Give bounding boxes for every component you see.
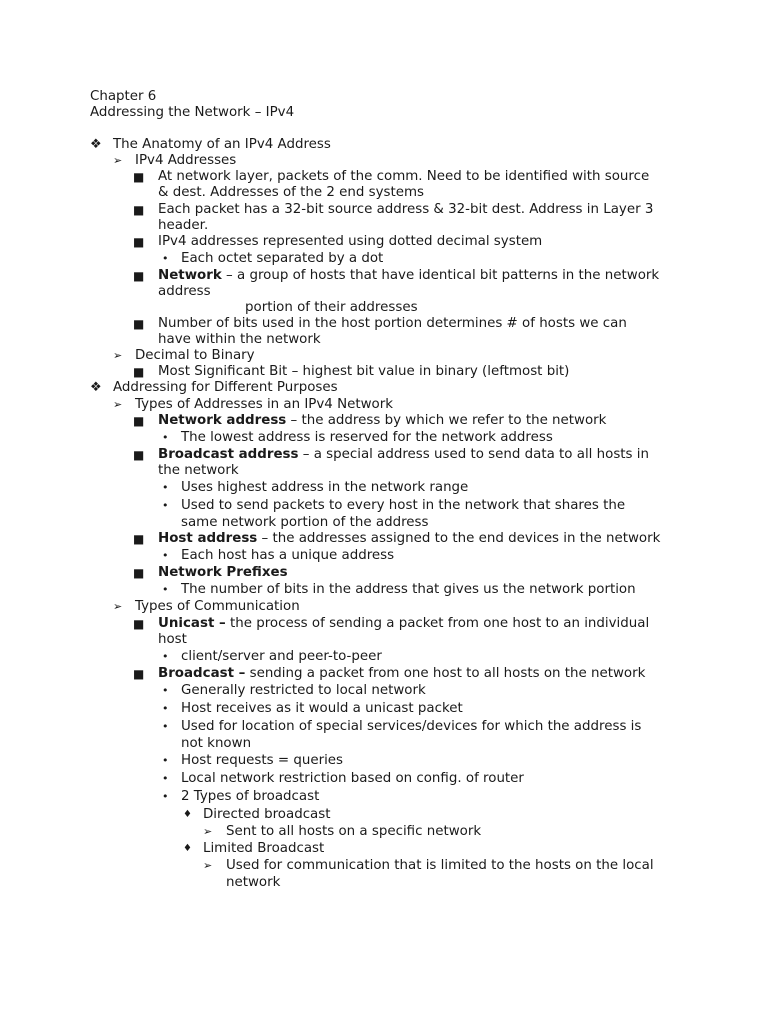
dot-bullet-icon: •: [162, 583, 169, 596]
square-bullet-icon: ■: [133, 269, 145, 283]
dot-bullet-icon: •: [162, 252, 169, 265]
dot-bullet-icon: •: [162, 702, 169, 715]
square-bullet-icon: ■: [133, 667, 145, 681]
square-bullet-icon: ■: [133, 235, 145, 249]
square-bullet-icon: ■: [133, 170, 145, 184]
square-bullet-icon: ■: [133, 365, 145, 379]
list-item-cont: portion of their addresses: [245, 300, 418, 315]
dot-bullet-icon: •: [162, 772, 169, 785]
diamond-bullet-icon: ❖: [90, 380, 102, 395]
list-item-cont: & dest. Addresses of the 2 end systems: [158, 185, 425, 200]
list-item-cont: the network: [158, 463, 239, 478]
dot-bullet-icon: •: [162, 790, 169, 803]
list-item-cont: header.: [158, 218, 209, 233]
chapter-label: Chapter 6: [90, 89, 157, 104]
list-item-cont: address: [158, 284, 211, 299]
list-item-cont: not known: [181, 736, 252, 751]
diamond-small-bullet-icon: ♦: [183, 809, 192, 820]
arrow-bullet-icon: ➢: [113, 154, 123, 167]
square-bullet-icon: ■: [133, 617, 145, 631]
document-page: Chapter 6 Addressing the Network – IPv4 ❖ The Anatomy of an IPv4 Address ➢ IPv4 Addresses ■ At network layer, packets of the comm. Need to be identified with source & dest. Addresses of the 2 end systems ■ Each packet has a 32-bit source address & 32-bit dest. Address in Layer 3 header. ■ IPv4 addresses represented using dotted decimal system • Each octet separated by a dot ■ Network – a group of hosts that have identical bit patterns in the network address portion of their addresses ■ Number of bits used in the host portion determines # of hosts we can have within the network ➢ Decimal to Binary ■ Most Significant Bit – highest bit value in binary (leftmost bit) ❖ Addressing for Different Purposes ➢ Types of Addresses in an IPv4 Network ■ Network address – the address by which we refer to the network • The lowest address is reserved for the network address ■ Broadcast address – a special address used to send data to all hosts in the network • Uses highest address in the network range • Used to send packets to every host in the network that shares the same network portion of the address ■ Host address – the addresses assigned to the end devices in the network • Each host has a unique address ■ Network Prefixes • The number of bits in the address that gives us the network portion ➢ Types of Communication ■ Unicast – the process of sending a packet from one host to an individual host • client/server and peer-to-peer ■ Broadcast – sending a packet from one host to all hosts on the network • Generally restricted to local network • Host receives as it would a unicast packet • Used for location of special services/devices for which the address is not known • Host requests = queries • Local network restriction based on config. of router • 2 Types of broadcast ♦ Directed broadcast ➢ Sent to all hosts on a specific network ♦ Limited Broadcast ➢ Used for communication that is limited to the hosts on the local network: [90, 89, 661, 890]
dot-bullet-icon: •: [162, 684, 169, 697]
dot-bullet-icon: •: [162, 754, 169, 767]
square-bullet-icon: ■: [133, 203, 145, 217]
square-bullet-icon: ■: [133, 532, 145, 546]
dot-bullet-icon: •: [162, 481, 169, 494]
diamond-small-bullet-icon: ♦: [183, 843, 192, 854]
page-title: Addressing the Network – IPv4: [90, 105, 295, 120]
square-bullet-icon: ■: [133, 566, 145, 580]
list-item-cont: have within the network: [158, 332, 321, 347]
diamond-bullet-icon: ❖: [90, 137, 102, 152]
arrow-bullet-icon: ➢: [113, 398, 123, 411]
square-bullet-icon: ■: [133, 317, 145, 331]
dot-bullet-icon: •: [162, 650, 169, 663]
dot-bullet-icon: •: [162, 549, 169, 562]
list-item-cont: network: [226, 875, 281, 890]
arrow-bullet-icon: ➢: [113, 349, 123, 362]
list-item-cont: same network portion of the address: [181, 515, 429, 530]
arrow-bullet-icon: ➢: [203, 859, 213, 872]
arrow-bullet-icon: ➢: [113, 600, 123, 613]
dot-bullet-icon: •: [162, 720, 169, 733]
square-bullet-icon: ■: [133, 414, 145, 428]
dot-bullet-icon: •: [162, 499, 169, 512]
square-bullet-icon: ■: [133, 448, 145, 462]
list-item-cont: host: [158, 632, 187, 647]
arrow-bullet-icon: ➢: [203, 825, 213, 838]
section-label: The Anatomy of an IPv4 Address: [113, 137, 331, 152]
dot-bullet-icon: •: [162, 431, 169, 444]
